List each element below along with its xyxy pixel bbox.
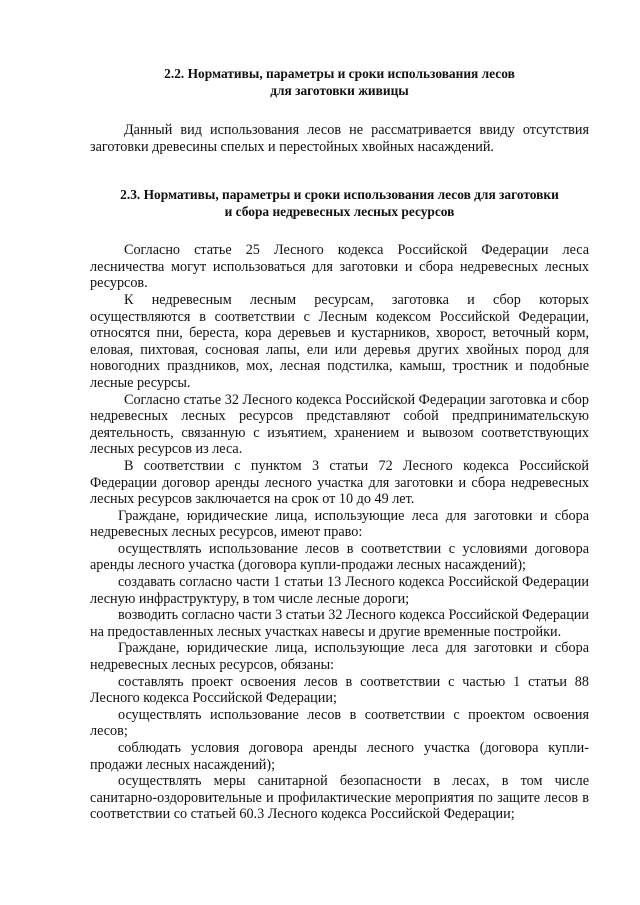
paragraph: осуществлять использование лесов в соответствии с проектом освоения лесов; (90, 706, 589, 740)
section-2-2-title (90, 65, 589, 99)
section-2-2-title-line2: для заготовки живицы (270, 83, 409, 98)
paragraph: Граждане, юридические лица, использующие леса для заготовки и сбора недревесных лесных ресурсов, обязаны: (90, 640, 589, 674)
paragraph: Граждане, юридические лица, использующие леса для заготовки и сбора недревесных лесных ресурсов, имеют право: (90, 507, 589, 541)
paragraph: составлять проект освоения лесов в соответствии с частью 1 статьи 88 Лесного кодекса Российской Федерации; (90, 673, 589, 707)
paragraph: создавать согласно части 1 статьи 13 Лесного кодекса Российской Федерации лесную инфраструктуру, в том числе лесные дороги; (90, 574, 589, 607)
document-page (90, 57, 589, 823)
section-2-2-paragraph: Данный вид использования лесов не рассматривается ввиду отсутствия заготовки древесины спелых и перестойных хвойных насаждений. (90, 122, 589, 155)
paragraph: К недревесным лесным ресурсам, заготовка и сбор которых осуществляются в соответствии с Лесным кодексом Российской Федерации, относятся пни, береста, кора деревьев и кустарников, хворост, веточный корм, еловая, пихтовая, сосновая лапы, ели или деревья других хвойных пород для новогодних праздников, мох, лесная подстилка, камыш, тростник и подобные лесные ресурсы. (90, 291, 589, 391)
section-2-3-title-line1: 2.3. Нормативы, параметры и сроки использования лесов для заготовки (120, 187, 559, 203)
section-2-3-title-line2: и сбора недревесных лесных ресурсов (224, 204, 455, 220)
paragraph: В соответствии с пунктом 3 статьи 72 Лесного кодекса Российской Федерации договор аренды лесного участка для заготовки и сбора недревесных лесных ресурсов заключается на срок от 10 до 49 лет. (90, 457, 589, 508)
paragraph: Согласно статье 25 Лесного кодекса Российской Федерации леса лесничества могут использоваться для заготовки и сбора недревесных лесных ресурсов. (90, 242, 589, 292)
paragraph: возводить согласно части 3 статьи 32 Лесного кодекса Российской Федерации на предоставленных лесных участках навесы и другие временные постройки. (90, 607, 589, 640)
section-2-3-title (90, 186, 589, 220)
paragraph: соблюдать условия договора аренды лесного участка (договора купли-продажи лесных насаждений); (90, 740, 589, 773)
section-2-2-title-line1: 2.2. Нормативы, параметры и сроки использования лесов (164, 66, 515, 81)
paragraph: Согласно статье 32 Лесного кодекса Российской Федерации заготовка и сбор недревесных лесных ресурсов представляют собой предпринимательскую деятельность, связанную с изъятием, хранением и вывозом соответствующих лесных ресурсов из леса. (90, 391, 589, 458)
paragraph: осуществлять меры санитарной безопасности в лесах, в том числе санитарно-оздоровительные и профилактические мероприятия по защите лесов в соответствии со статьей 60.3 Лесного кодекса Российской Федерации; (90, 773, 589, 823)
paragraph: осуществлять использование лесов в соответствии с условиями договора аренды лесного участка (договора купли-продажи лесных насаждений); (90, 540, 589, 574)
